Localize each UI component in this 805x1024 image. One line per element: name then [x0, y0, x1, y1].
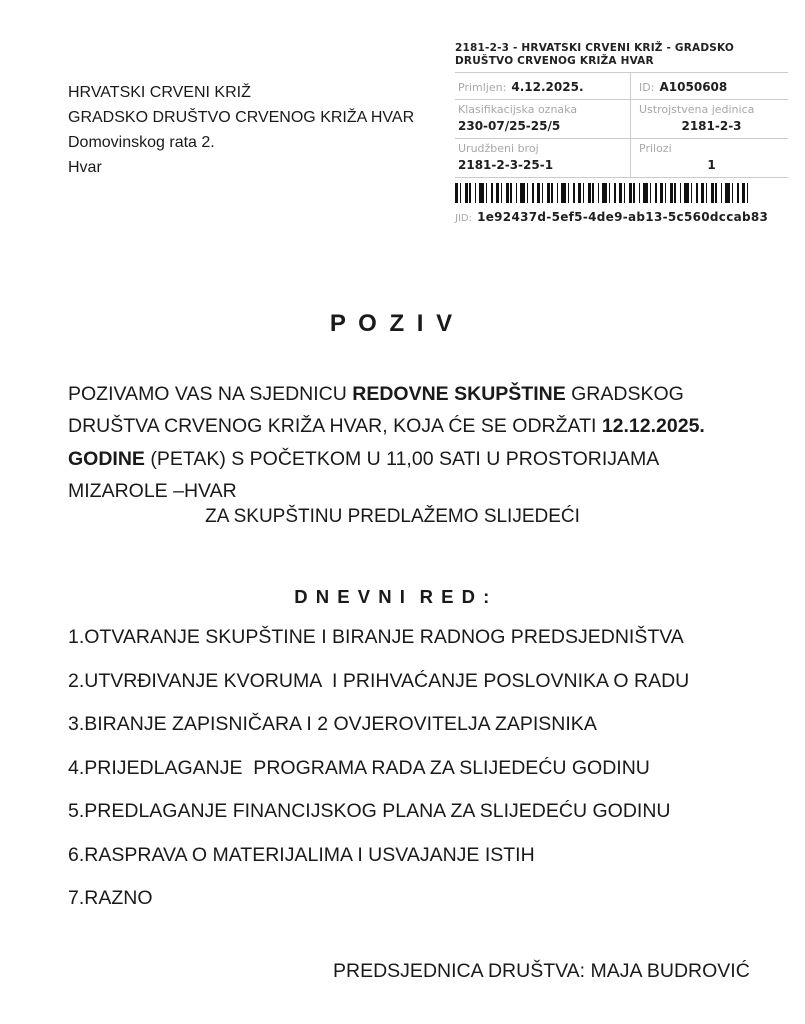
received-value: 4.12.2025. [511, 80, 584, 94]
stamp-row-registry [455, 139, 788, 178]
classification-label: Klasifikacijska oznaka [458, 103, 578, 116]
invitation-text: GRADSKOG DRUŠTVA CRVENOG KRIŽA HVAR, KOJA ĆE SE ODRŽATI [68, 382, 684, 437]
stamp-row-classification [455, 100, 788, 139]
stamp-table [455, 72, 788, 178]
agenda-item: 1.OTVARANJE SKUPŠTINE I BIRANJE RADNOG PREDSJEDNIŠTVA [68, 626, 684, 648]
jid-line [455, 206, 788, 226]
sender-line: Hvar [68, 159, 102, 176]
registration-stamp [455, 42, 788, 226]
agenda-item: 5.PREDLAGANJE FINANCIJSKOG PLANA ZA SLIJEDEĆU GODINU [68, 800, 671, 822]
agenda-item: 7.RAZNO [68, 887, 153, 909]
agenda-item: 2.UTVRĐIVANJE KVORUMA I PRIHVAĆANJE POSLOVNIKA O RADU [68, 669, 690, 692]
attachments-cell [630, 139, 788, 177]
sender-line: Domovinskog rata 2. [68, 134, 215, 151]
classification-value: 230-07/25-25/5 [458, 119, 561, 133]
invitation-text-bold: REDOVNE SKUPŠTINE [352, 382, 566, 405]
jid-value: 1e92437d-5ef5-4de9-ab13-5c560dccab83 [477, 210, 769, 224]
received-label: Primljen: [458, 81, 507, 94]
agenda-item: 3.BIRANJE ZAPISNIČARA I 2 OVJEROVITELJA ZAPISNIKA [68, 713, 597, 735]
invitation-text: POZIVAMO VAS NA SJEDNICU [68, 382, 353, 405]
agenda-item: 6.RASPRAVA O MATERIJALIMA I USVAJANJE ISTIH [68, 843, 535, 866]
stamp-column-divider [630, 73, 631, 178]
barcode [455, 183, 750, 203]
stamp-row-received [455, 73, 788, 100]
id-value: A1050608 [659, 80, 728, 94]
jid-label: JID: [455, 213, 472, 224]
id-cell [630, 73, 788, 99]
signature-line: PREDSJEDNICA DRUŠTVA: MAJA BUDROVIĆ [333, 960, 750, 982]
invitation-text-bold: 12.12.2025. GODINE [68, 415, 705, 470]
agenda-item: 4.PRIJEDLAGANJE PROGRAMA RADA ZA SLIJEDEĆU GODINU [68, 756, 650, 779]
unit-value: 2181-2-3 [681, 119, 742, 133]
proposal-line: ZA SKUPŠTINU PREDLAŽEMO SLIJEDEĆI [205, 506, 580, 527]
sender-line: GRADSKO DRUŠTVO CRVENOG KRIŽA HVAR [68, 109, 415, 126]
registry-cell [455, 139, 630, 177]
sender-block [68, 80, 414, 180]
attachments-value: 1 [707, 158, 716, 172]
stamp-header: 2181-2-3 - HRVATSKI CRVENI KRIŽ - GRADSKO DRUŠTVO CRVENOG KRIŽA HVAR [455, 42, 734, 67]
received-cell [455, 73, 630, 99]
agenda-heading: D N E V N I R E D : [294, 586, 491, 607]
unit-cell [630, 100, 788, 138]
registry-value: 2181-2-3-25-1 [458, 158, 554, 172]
id-label: ID: [639, 81, 655, 94]
unit-label: Ustrojstvena jedinica [639, 103, 755, 116]
letter-title: P O Z I V [329, 310, 456, 337]
classification-cell [455, 100, 630, 138]
invitation-paragraph [68, 378, 708, 508]
agenda-list [68, 627, 728, 932]
sender-line: HRVATSKI CRVENI KRIŽ [68, 84, 251, 101]
attachments-label: Prilozi [639, 142, 672, 155]
registry-label: Urudžbeni broj [458, 142, 539, 155]
invitation-text: (PETAK) S POČETKOM U 11,00 SATI U PROSTORIJAMA MIZAROLE –HVAR [68, 447, 659, 502]
